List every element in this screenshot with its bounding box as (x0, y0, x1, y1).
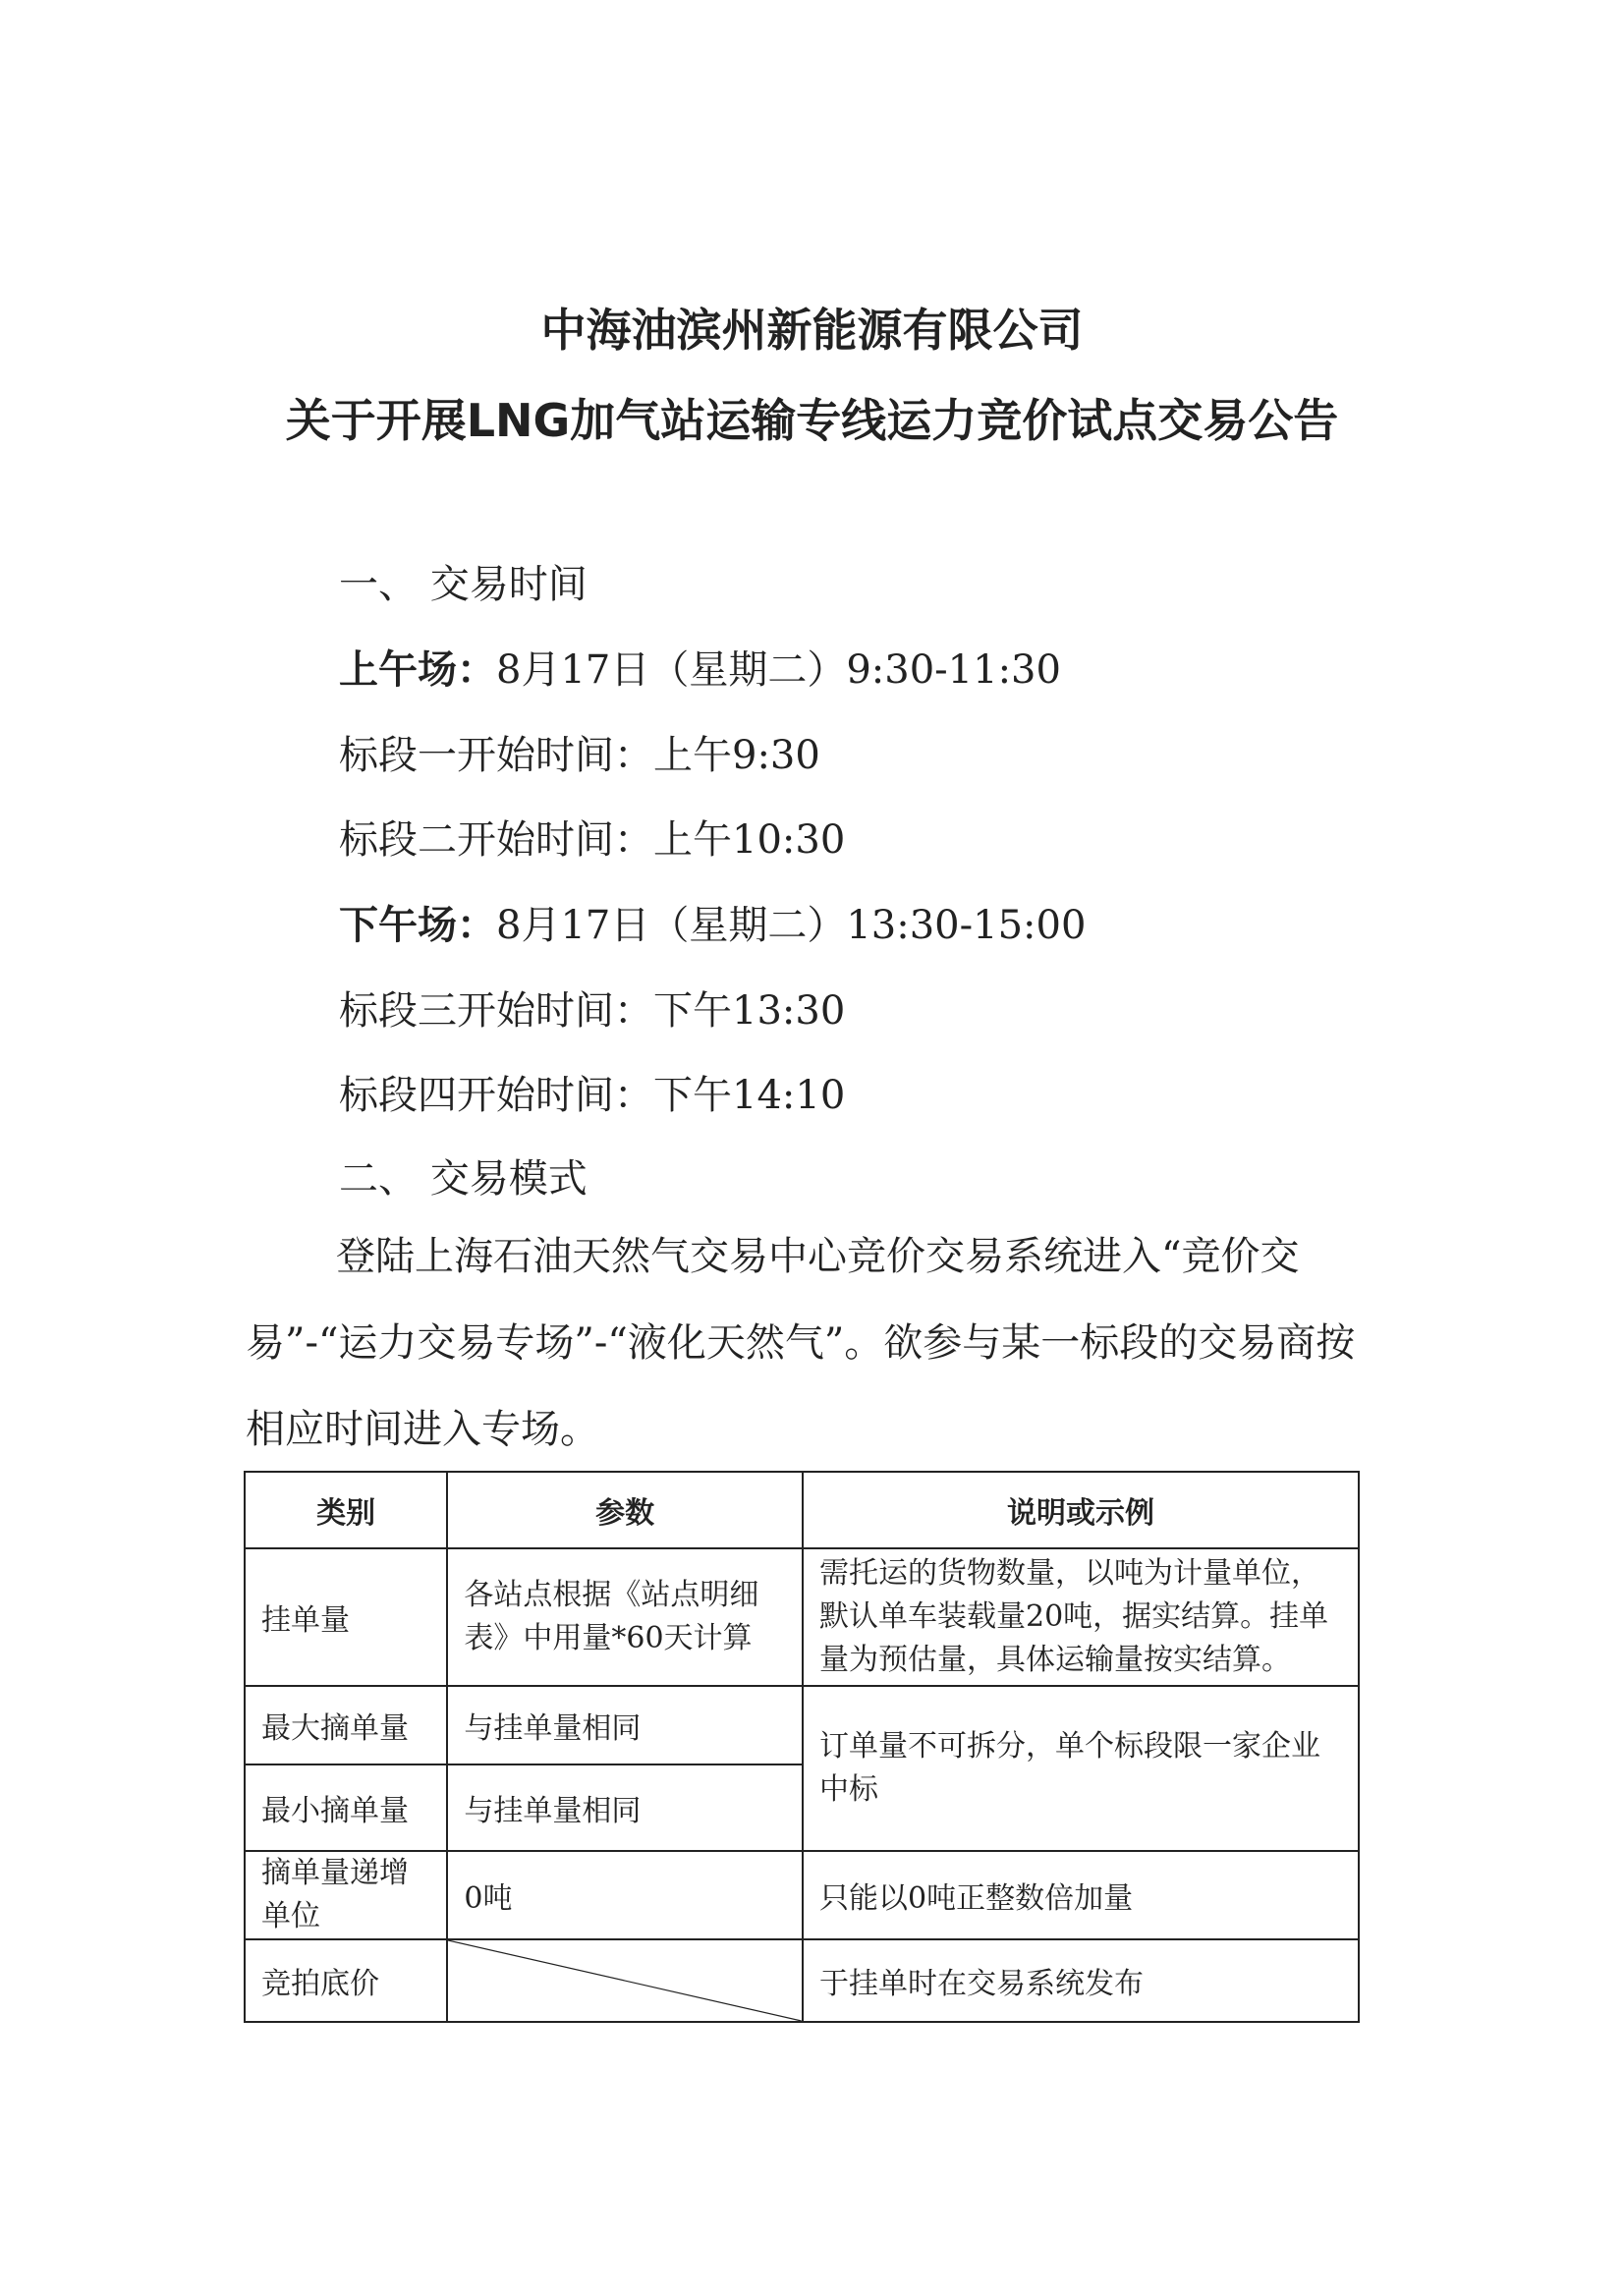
row-desc: 于挂单时在交易系统发布 (803, 1939, 1359, 2022)
document-title-line2: 关于开展LNG加气站运输专线运力竞价试点交易公告 (285, 394, 1339, 447)
header-param: 参数 (447, 1472, 803, 1548)
afternoon-value: 8月17日（星期二）13:30-15:00 (496, 903, 1087, 948)
afternoon-session (339, 894, 1086, 950)
header-desc: 说明或示例 (803, 1472, 1359, 1548)
lot4-time: 标段四开始时间：下午14:10 (339, 1073, 846, 1118)
row-category: 摘单量递增单位 (245, 1851, 447, 1939)
row-param: 各站点根据《站点明细表》中用量*60天计算 (447, 1548, 803, 1686)
section1-heading: 一、 交易时间 (339, 562, 588, 607)
row-param-empty-diagonal (447, 1939, 803, 2022)
table-row (245, 1686, 1359, 1764)
lot2-time: 标段二开始时间：上午10:30 (339, 817, 846, 863)
section2-paragraph-text: 登陆上海石油天然气交易中心竞价交易系统进入“竞价交易”-“运力交易专场”-“液化天然气”。欲参与某一标段的交易商按相应时间进入专场。 (246, 1234, 1356, 1452)
row-desc: 订单量不可拆分，单个标段限一家企业中标 (803, 1686, 1359, 1851)
section2-paragraph (246, 1213, 1366, 1473)
parameter-table (244, 1471, 1360, 2023)
row-desc: 需托运的货物数量，以吨为计量单位，默认单车装载量20吨，据实结算。挂单量为预估量，具体运输量按实结算。 (803, 1548, 1359, 1686)
morning-session (339, 639, 1061, 695)
lot3-time: 标段三开始时间：下午13:30 (339, 988, 846, 1034)
table-header-row (245, 1472, 1359, 1548)
diagonal-line (448, 1940, 802, 2021)
row-category: 最大摘单量 (245, 1686, 447, 1764)
lot1-time: 标段一开始时间：上午9:30 (339, 733, 820, 778)
row-param: 0吨 (447, 1851, 803, 1939)
row-desc: 只能以0吨正整数倍加量 (803, 1851, 1359, 1939)
header-category: 类别 (245, 1472, 447, 1548)
table-row (245, 1939, 1359, 2022)
table-row (245, 1548, 1359, 1686)
row-category: 竞拍底价 (245, 1939, 447, 2022)
row-category: 挂单量 (245, 1548, 447, 1686)
row-param: 与挂单量相同 (447, 1686, 803, 1764)
document-title-line1: 中海油滨州新能源有限公司 (540, 304, 1084, 357)
table-row (245, 1851, 1359, 1939)
morning-value: 8月17日（星期二）9:30-11:30 (496, 647, 1061, 693)
morning-label: 上午场： (339, 647, 496, 693)
section2-heading: 二、 交易模式 (339, 1156, 588, 1202)
row-category: 最小摘单量 (245, 1764, 447, 1851)
afternoon-label: 下午场： (339, 903, 496, 948)
row-param: 与挂单量相同 (447, 1764, 803, 1851)
